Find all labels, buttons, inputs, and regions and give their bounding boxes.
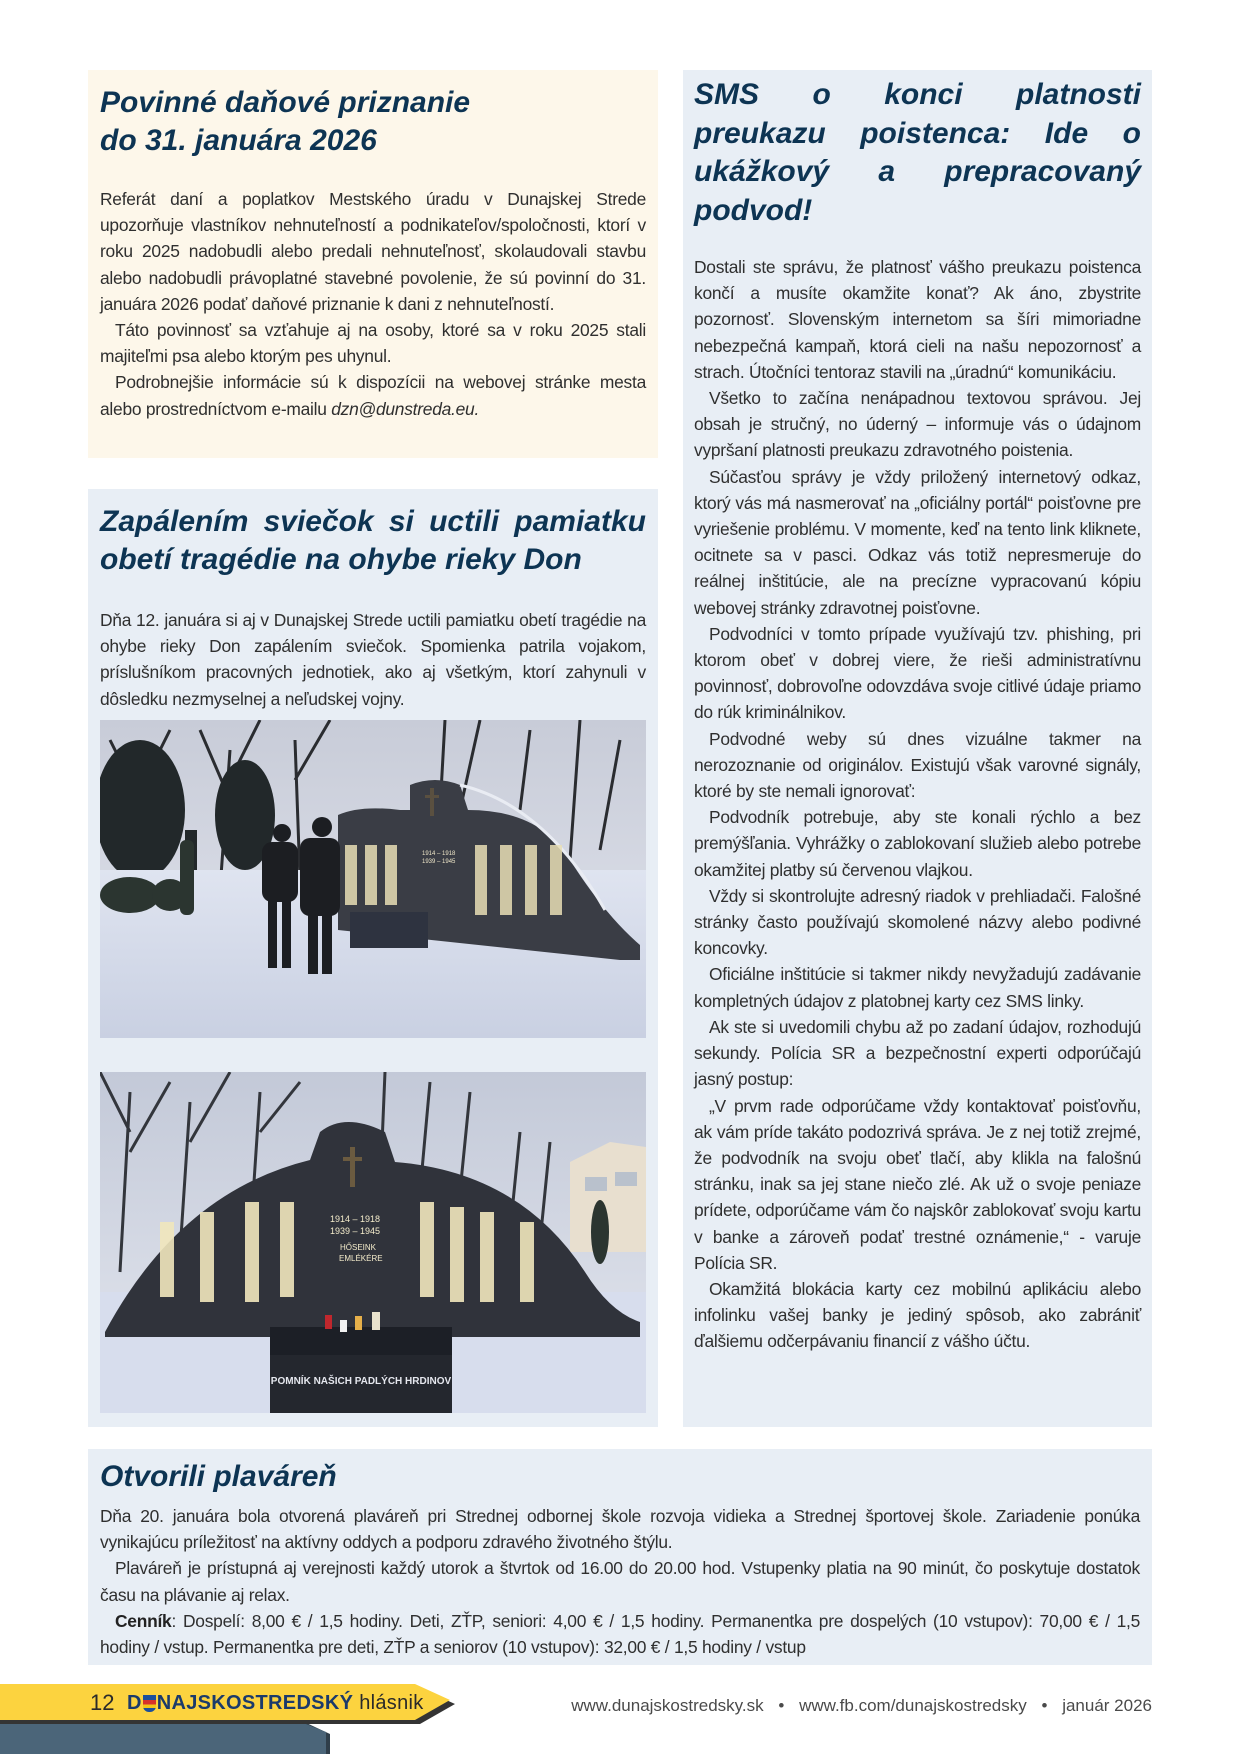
contact-text: Podrobnejšie informácie sú k dispozícii na webovej stránke mesta alebo prostredníctvom e-mailu [100, 372, 646, 419]
article-don-memorial [88, 489, 658, 1427]
title-line: do 31. januára 2026 [100, 124, 377, 157]
paragraph: Podvodné weby sú dnes vizuálne takmer na nerozoznanie od originálov. Existujú však varovné signály, ktoré by ste nemali ignorovať: [694, 728, 1141, 802]
paragraph: Súčasťou správy je vždy priložený internetový odkaz, ktorý vás má nasmerovať na „oficiálny portál“ poisťovne pre vyriešenie problému. V momente, keď na tento link kliknete, ocitnete sa v pasci. Odkaz vás totiž nepresmeruje do reálnej inštitúcie, ale na precízne vypracovanú kópiu webovej stránky zdravotnej poisťovne. [694, 466, 1141, 618]
memorial-photo-2-image [100, 1072, 646, 1413]
paragraph: Oficiálne inštitúcie si takmer nikdy nevyžadujú zadávanie kompletných údajov z platobnej karty cez SMS linky. [694, 964, 1141, 1011]
separator: • [1041, 1696, 1048, 1715]
memorial-photo-2 [100, 1072, 646, 1413]
article-sms-scam [683, 70, 1152, 1427]
facebook-link[interactable]: www.fb.com/dunajskostredsky [799, 1696, 1027, 1715]
memorial-dates: 1914 – 1918 [330, 1214, 381, 1224]
paragraph: Vždy si skontrolujte adresný riadok v prehliadači. Falošné stránky často používajú skomolené názvy alebo podivné koncovky. [694, 885, 1141, 959]
paragraph: Dostali ste správu, že platnosť vášho preukazu poistenca končí a musíte okamžite konať? Ak áno, zbystrite pozornosť. Slovenským internetom sa šíri mimoriadne nebezpečná kampaň, ktorá cieli na našu nepozornosť a strach. Útočníci tentoraz stavili na „úradnú“ komunikáciu. [694, 257, 1141, 382]
price-list [100, 1608, 1140, 1660]
price-label: Cenník [115, 1610, 172, 1631]
footer-slate-band [0, 1720, 350, 1754]
paragraph: Dňa 12. januára si aj v Dunajskej Strede uctili pamiatku obetí tragédie na ohybe rieky Don zapálením sviečok. Spomienka patrila vojakom, príslušníkom pracovných jednotiek, ako aj všetkým, ktorí zahynuli v dôsledku nezmyselnej a neľudskej vojny. [100, 610, 646, 709]
title-line: Povinné daňové priznanie [100, 86, 471, 119]
memorial-inscription: EMLÉKÉRE [339, 1254, 383, 1263]
article-title [100, 84, 646, 160]
article-title: Zapálením sviečok si uctili pamiatku obetí tragédie na ohybe rieky Don [100, 505, 646, 576]
website-link[interactable]: www.dunajskostredsky.sk [571, 1696, 764, 1715]
memorial-inscription: HŐSEINK [340, 1243, 377, 1252]
logo-subtitle: hlásnik [359, 1692, 424, 1714]
memorial-dates: 1939 – 1945 [422, 859, 456, 865]
quote-paragraph: „V prvm rade odporúčame vždy kontaktovať poisťovňu, ak vám príde takáto podozrivá správa. Je z nej totiž zrejmé, že podvodník na svoju obeť tlačí, aby klikla na falošnú stránku, inak sa jej stane niečo zlé. Ak už o svoje peniaze prídete, odporúčame vám čo najskôr zablokovať svoju kartu v banke a zároveň podať trestné oznámenie,“ - varuje Polícia SR. [694, 1095, 1141, 1273]
memorial-photo-1 [100, 720, 646, 1038]
article-body [100, 186, 646, 422]
paragraph: Podvodník potrebuje, aby ste konali rýchlo a bez premýšľania. Vyhrážky o zablokovaní služieb alebo potrebe okamžitej platby sú červenou vlajkou. [694, 807, 1141, 880]
paragraph: Dňa 20. januára bola otvorená plaváreň pri Strednej odbornej škole rozvoja vidieka a Strednej športovej škole. Zariadenie ponúka vynikajúcu príležitosť na aktívny oddych a podporu zdravého životného štýlu. [100, 1506, 1140, 1553]
article-body [100, 1503, 1140, 1660]
plinth-inscription: POMNÍK NAŠICH PADLÝCH HRDINOV [270, 1376, 452, 1387]
logo-text: NAJSKOSTREDSKÝ [156, 1692, 354, 1714]
paragraph: Ak ste si uvedomili chybu až po zadaní údajov, rozhodujú sekundy. Polícia SR a bezpečnostní experti odporúčajú jasný postup: [694, 1016, 1141, 1090]
price-text: : Dospelí: 8,00 € / 1,5 hodiny. Deti, ZŤP, seniori: 4,00 € / 1,5 hodiny. Permanentka pre dospelých (10 vstupov): 70,00 € / 1,5 hodiny / vstup. Permanentka pre deti, ZŤP a seniorov (10 vstupov): 32,00 € / 1,5 hodiny / vstup [100, 1610, 1140, 1658]
paragraph [100, 369, 646, 421]
page-number: 12 [90, 1690, 115, 1715]
logo-text: D [127, 1692, 142, 1714]
article-body [694, 254, 1141, 1355]
article-body [100, 607, 646, 712]
paragraph: Plaváreň je prístupná aj verejnosti každý utorok a štvrtok od 16.00 do 20.00 hod. Vstupenky platia na 90 minút, čo poskytuje dostatok času na plávanie aj relax. [100, 1558, 1140, 1605]
paragraph: Referát daní a poplatkov Mestského úradu v Dunajskej Strede upozorňuje vlastníkov nehnuteľností a podnikateľov/spoločnosti, ktorí v roku 2025 nadobudli alebo predali nehnuteľnosť, skolaudovali stavbu alebo nadobudli právoplatné stavebné povolenie, že sú povinní do 31. januára 2026 podať daňové priznanie k dani z nehnuteľností. [100, 189, 646, 314]
footer-links [571, 1696, 1152, 1716]
coat-of-arms-icon [143, 1695, 156, 1712]
email-link[interactable]: dzn@dunstreda.eu. [331, 398, 480, 419]
memorial-dates: 1939 – 1945 [330, 1226, 381, 1236]
memorial-dates: 1914 – 1918 [422, 851, 456, 857]
article-swimming-pool [88, 1449, 1152, 1665]
paragraph: Táto povinnosť sa vzťahuje aj na osoby, ktoré sa v roku 2025 stali majiteľmi psa alebo ktorým pes uhynul. [100, 320, 646, 367]
separator: • [778, 1696, 785, 1715]
article-title: Otvorili plaváreň [100, 1460, 337, 1493]
paragraph: Podvodníci v tomto prípade využívajú tzv. phishing, pri ktorom obeť v dobrej viere, že rieši administratívnu povinnosť, dobrovoľne odovzdáva svoje citlivé údaje priamo do rúk kriminálnikov. [694, 623, 1141, 723]
paragraph: Okamžitá blokácia karty cez mobilnú aplikáciu alebo infolinku vašej banky je jediný spôsob, ako zabrániť ďalšiemu odčerpávaniu financií z vášho účtu. [694, 1278, 1141, 1352]
publication-logo [127, 1692, 424, 1715]
paragraph: Všetko to začína nenápadnou textovou správou. Jej obsah je stručný, no úderný – informuje vás o údajnom vypršaní platnosti preukazu zdravotného poistenia. [694, 388, 1141, 461]
issue-date: január 2026 [1062, 1696, 1152, 1715]
article-tax-return [88, 70, 658, 458]
article-title: SMS o konci platnosti preukazu poistenca: Ide o ukážkový a prepracovaný podvod! [694, 78, 1141, 227]
memorial-photo-1-image [100, 720, 646, 1038]
